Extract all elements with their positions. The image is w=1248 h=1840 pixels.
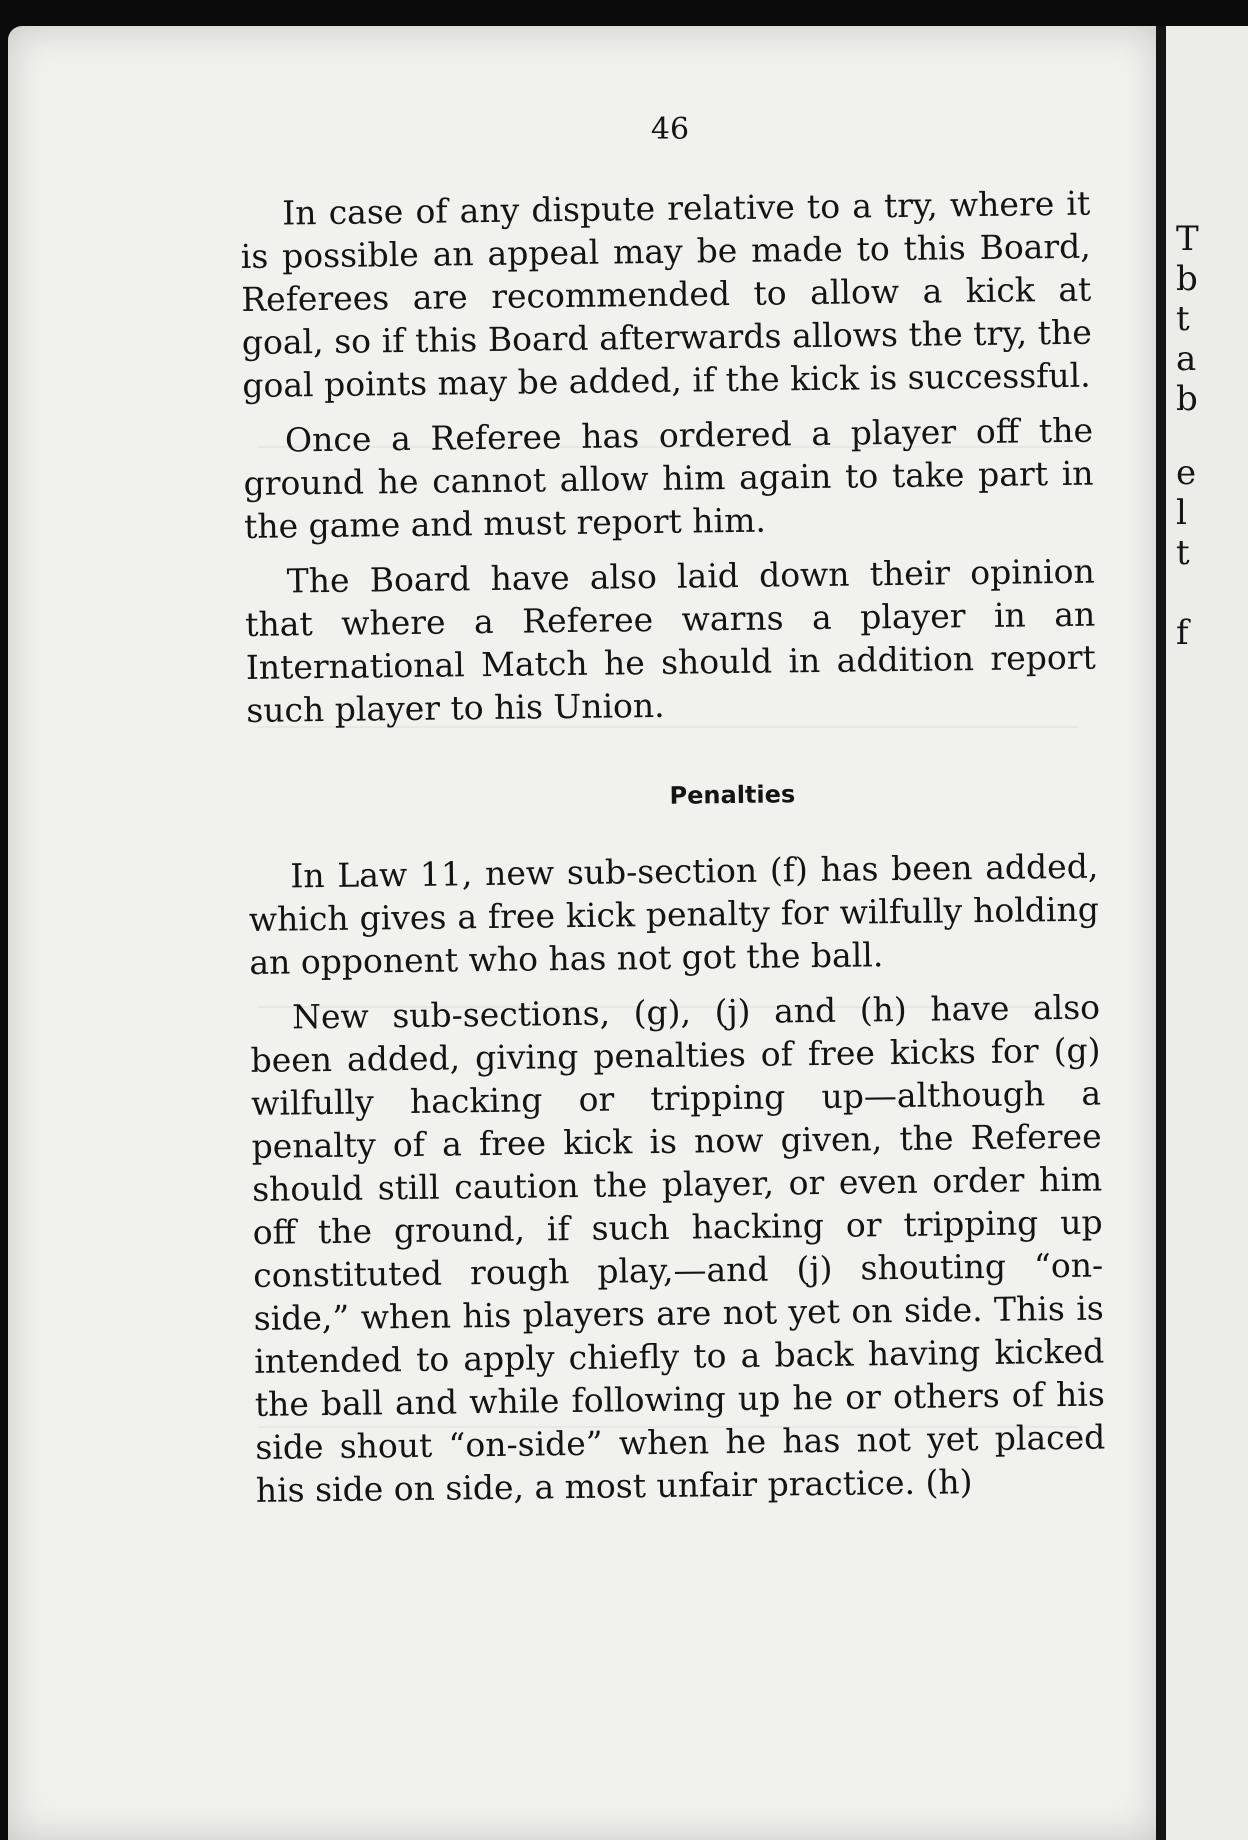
page-number: 46: [650, 112, 690, 147]
adjacent-page-letter: f: [1176, 613, 1189, 653]
adjacent-page-letter: t: [1176, 533, 1190, 573]
paragraph-law-11: In Law 11, new sub-section (f) has been added, which gives a free kick penalty for wilfully holding an opponent who has not got the ball.: [248, 846, 1100, 982]
adjacent-page-letter: t: [1176, 299, 1190, 339]
adjacent-page-letter: b: [1176, 259, 1198, 299]
paragraph-ordered-off: Once a Referee has ordered a player off the ground he cannot allow him again to take part in the game and must report him.: [243, 410, 1094, 546]
section-heading-penalties: Penalties: [669, 780, 796, 810]
adjacent-page-letter: a: [1176, 339, 1197, 379]
adjacent-page-edge: [1166, 26, 1248, 1840]
page-text: [240, 182, 1106, 1524]
paragraph-international-match: The Board have also laid down their opinion that where a Referee warns a player in an International Match he should in addition report such player to his Union.: [245, 551, 1096, 730]
adjacent-page-letter: b: [1176, 379, 1198, 419]
adjacent-page-letter: T: [1176, 219, 1199, 259]
book-gutter: [1156, 26, 1166, 1840]
paragraph-new-sub-sections: New sub-sections, (g), (j) and (h) have also been added, giving penalties of free kicks for (g) wilfully hacking or tripping up—although a penalty of a free kick is now given, the Referee should still caution the player, or even order him off the ground, if such hacking or tripping up constituted rough play,—and (j) shouting “on-side,” when his players are not yet on side. This is intended to apply chiefly to a back having kicked the ball and while following up he or others of his side shout “on-side” when he has not yet placed his side on side, a most unfair practice. (h): [250, 987, 1106, 1510]
adjacent-page-letter: e: [1176, 453, 1197, 493]
adjacent-page-letter: l: [1176, 493, 1187, 533]
paragraph-dispute-try: In case of any dispute relative to a try, where it is possible an appeal may be made to this Board, Referees are recommended to allow a kick at goal, so if this Board afterwards allows the try, the goal points may be added, if the kick is successful.: [240, 183, 1093, 405]
